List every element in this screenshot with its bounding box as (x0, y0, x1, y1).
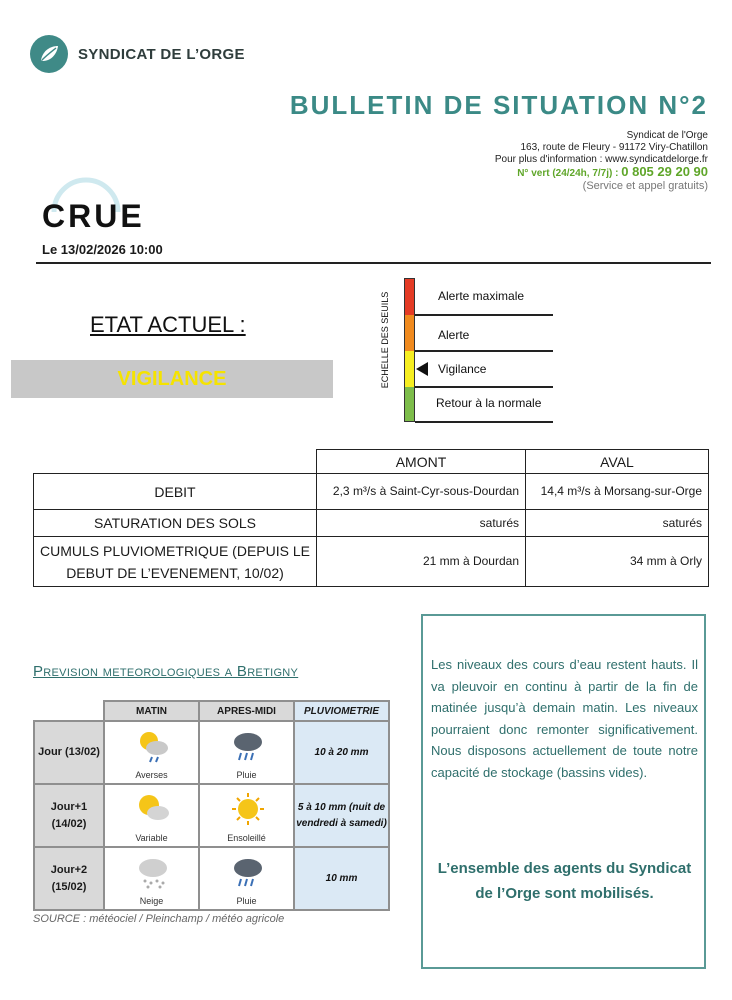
contact-line-1: Syndicat de l'Orge (626, 130, 708, 141)
scale-level-alerte-maximale: Alerte maximale (438, 289, 525, 303)
table-row (34, 474, 709, 510)
scale-line (415, 421, 553, 423)
threshold-scale-bar (404, 278, 415, 422)
header-aval: AVAL (526, 450, 709, 474)
green-number: 0 805 29 20 90 (621, 164, 708, 179)
org-name: SYNDICAT DE L’ORGE (78, 45, 245, 63)
cell-aval: 34 mm à Orly (526, 537, 709, 587)
forecast-aprem-label: Pluie (236, 770, 257, 780)
partly-cloudy-icon (135, 791, 171, 827)
forecast-aprem-cell (199, 721, 294, 784)
bulletin-date: Le 13/02/2026 10:00 (42, 242, 163, 257)
forecast-matin-cell (104, 847, 199, 910)
forecast-day: Jour (13/02) (34, 721, 104, 784)
header-amont: AMONT (317, 450, 526, 474)
forecast-matin-cell (104, 721, 199, 784)
status-table (33, 449, 709, 587)
cell-amont: 21 mm à Dourdan (317, 537, 526, 587)
cell-amont: saturés (317, 510, 526, 537)
etat-actuel-title: ETAT ACTUEL : (90, 312, 246, 337)
table-row (34, 537, 709, 587)
header-pluviometrie: PLUVIOMETRIE (294, 701, 389, 721)
forecast-row (34, 721, 389, 784)
header-matin: MATIN (104, 701, 199, 721)
forecast-pluviometrie: 10 à 20 mm (294, 721, 389, 784)
logo (30, 35, 245, 73)
header-apres-midi: APRES-MIDI (199, 701, 294, 721)
current-level-label: VIGILANCE (117, 367, 227, 390)
scale-segment-orange (405, 315, 414, 351)
info-bold-text: L’ensemble des agents du Syndicat de l’Orge sont mobilisés. (437, 860, 692, 902)
sun-cloud-showers-icon (135, 728, 171, 764)
scale-segment-red (405, 279, 414, 315)
green-number-line (495, 166, 708, 180)
sun-icon (230, 791, 266, 827)
cell-aval: saturés (526, 510, 709, 537)
cell-aval: 14,4 m³/s à Morsang-sur-Orge (526, 474, 709, 510)
scale-segment-yellow (405, 351, 414, 387)
forecast-aprem-cell (199, 784, 294, 847)
scale-line (415, 350, 553, 352)
forecast-pluviometrie: 5 à 10 mm (nuit de vendredi à samedi) (294, 784, 389, 847)
rain-cloud-icon (230, 728, 266, 764)
snow-cloud-icon (135, 854, 171, 890)
leaf-icon (30, 35, 68, 73)
scale-line (415, 386, 553, 388)
current-level-pointer-icon (416, 362, 428, 376)
crue-title: CRUE (42, 198, 145, 234)
forecast-matin-label: Averses (135, 770, 168, 780)
table-row (34, 510, 709, 537)
forecast-matin-label: Neige (139, 896, 164, 906)
contact-line-2: 163, route de Fleury - 91172 Viry-Chatillon (520, 142, 708, 153)
current-level-box (11, 360, 333, 398)
forecast-day: Jour+1 (14/02) (34, 784, 104, 847)
forecast-day: Jour+2 (15/02) (34, 847, 104, 910)
rain-cloud-icon (230, 854, 266, 890)
forecast-aprem-cell (199, 847, 294, 910)
forecast-pluviometrie: 10 mm (294, 847, 389, 910)
row-label: CUMULS PLUVIOMETRIQUE (DEPUIS LE DEBUT DE L’EVENEMENT, 10/02) (34, 537, 317, 587)
forecast-row (34, 847, 389, 910)
bulletin-title: BULLETIN DE SITUATION N°2 (289, 90, 708, 120)
scale-axis-label: ECHELLE DES SEUILS (380, 291, 390, 389)
scale-level-vigilance: Vigilance (438, 362, 487, 376)
forecast-row (34, 784, 389, 847)
scale-line (415, 314, 553, 316)
row-label: DEBIT (34, 474, 317, 510)
scale-level-alerte: Alerte (438, 328, 470, 342)
forecast-table (33, 700, 390, 911)
forecast-aprem-label: Ensoleillé (227, 833, 266, 843)
forecast-matin-label: Variable (135, 833, 168, 843)
scale-segment-green (405, 387, 414, 421)
cell-amont: 2,3 m³/s à Saint-Cyr-sous-Dourdan (317, 474, 526, 510)
contact-block (495, 130, 708, 192)
divider (36, 262, 711, 264)
green-label: N° vert (24/24h, 7/7j) : (517, 168, 622, 179)
scale-level-normal: Retour à la normale (436, 396, 542, 410)
info-text: Les niveaux des cours d’eau restent hauts. Il va pleuvoir en continu à partir de la fin de matinée jusqu’à demain matin. Les niveaux pourraient donc remonter significativement. Nous disposons actuellement de toute notre capacité de stockage (bassins vides). (431, 657, 698, 780)
row-label: SATURATION DES SOLS (34, 510, 317, 537)
info-box (421, 614, 706, 969)
forecast-aprem-label: Pluie (236, 896, 257, 906)
free-service-note: (Service et appel gratuits) (582, 180, 708, 192)
forecast-title: Prevision meteorologiques a Bretigny (33, 663, 299, 680)
contact-line-3: Pour plus d'information : www.syndicatdelorge.fr (494, 154, 708, 165)
forecast-source: SOURCE : météociel / Pleinchamp / météo agricole (33, 913, 285, 925)
forecast-matin-cell (104, 784, 199, 847)
